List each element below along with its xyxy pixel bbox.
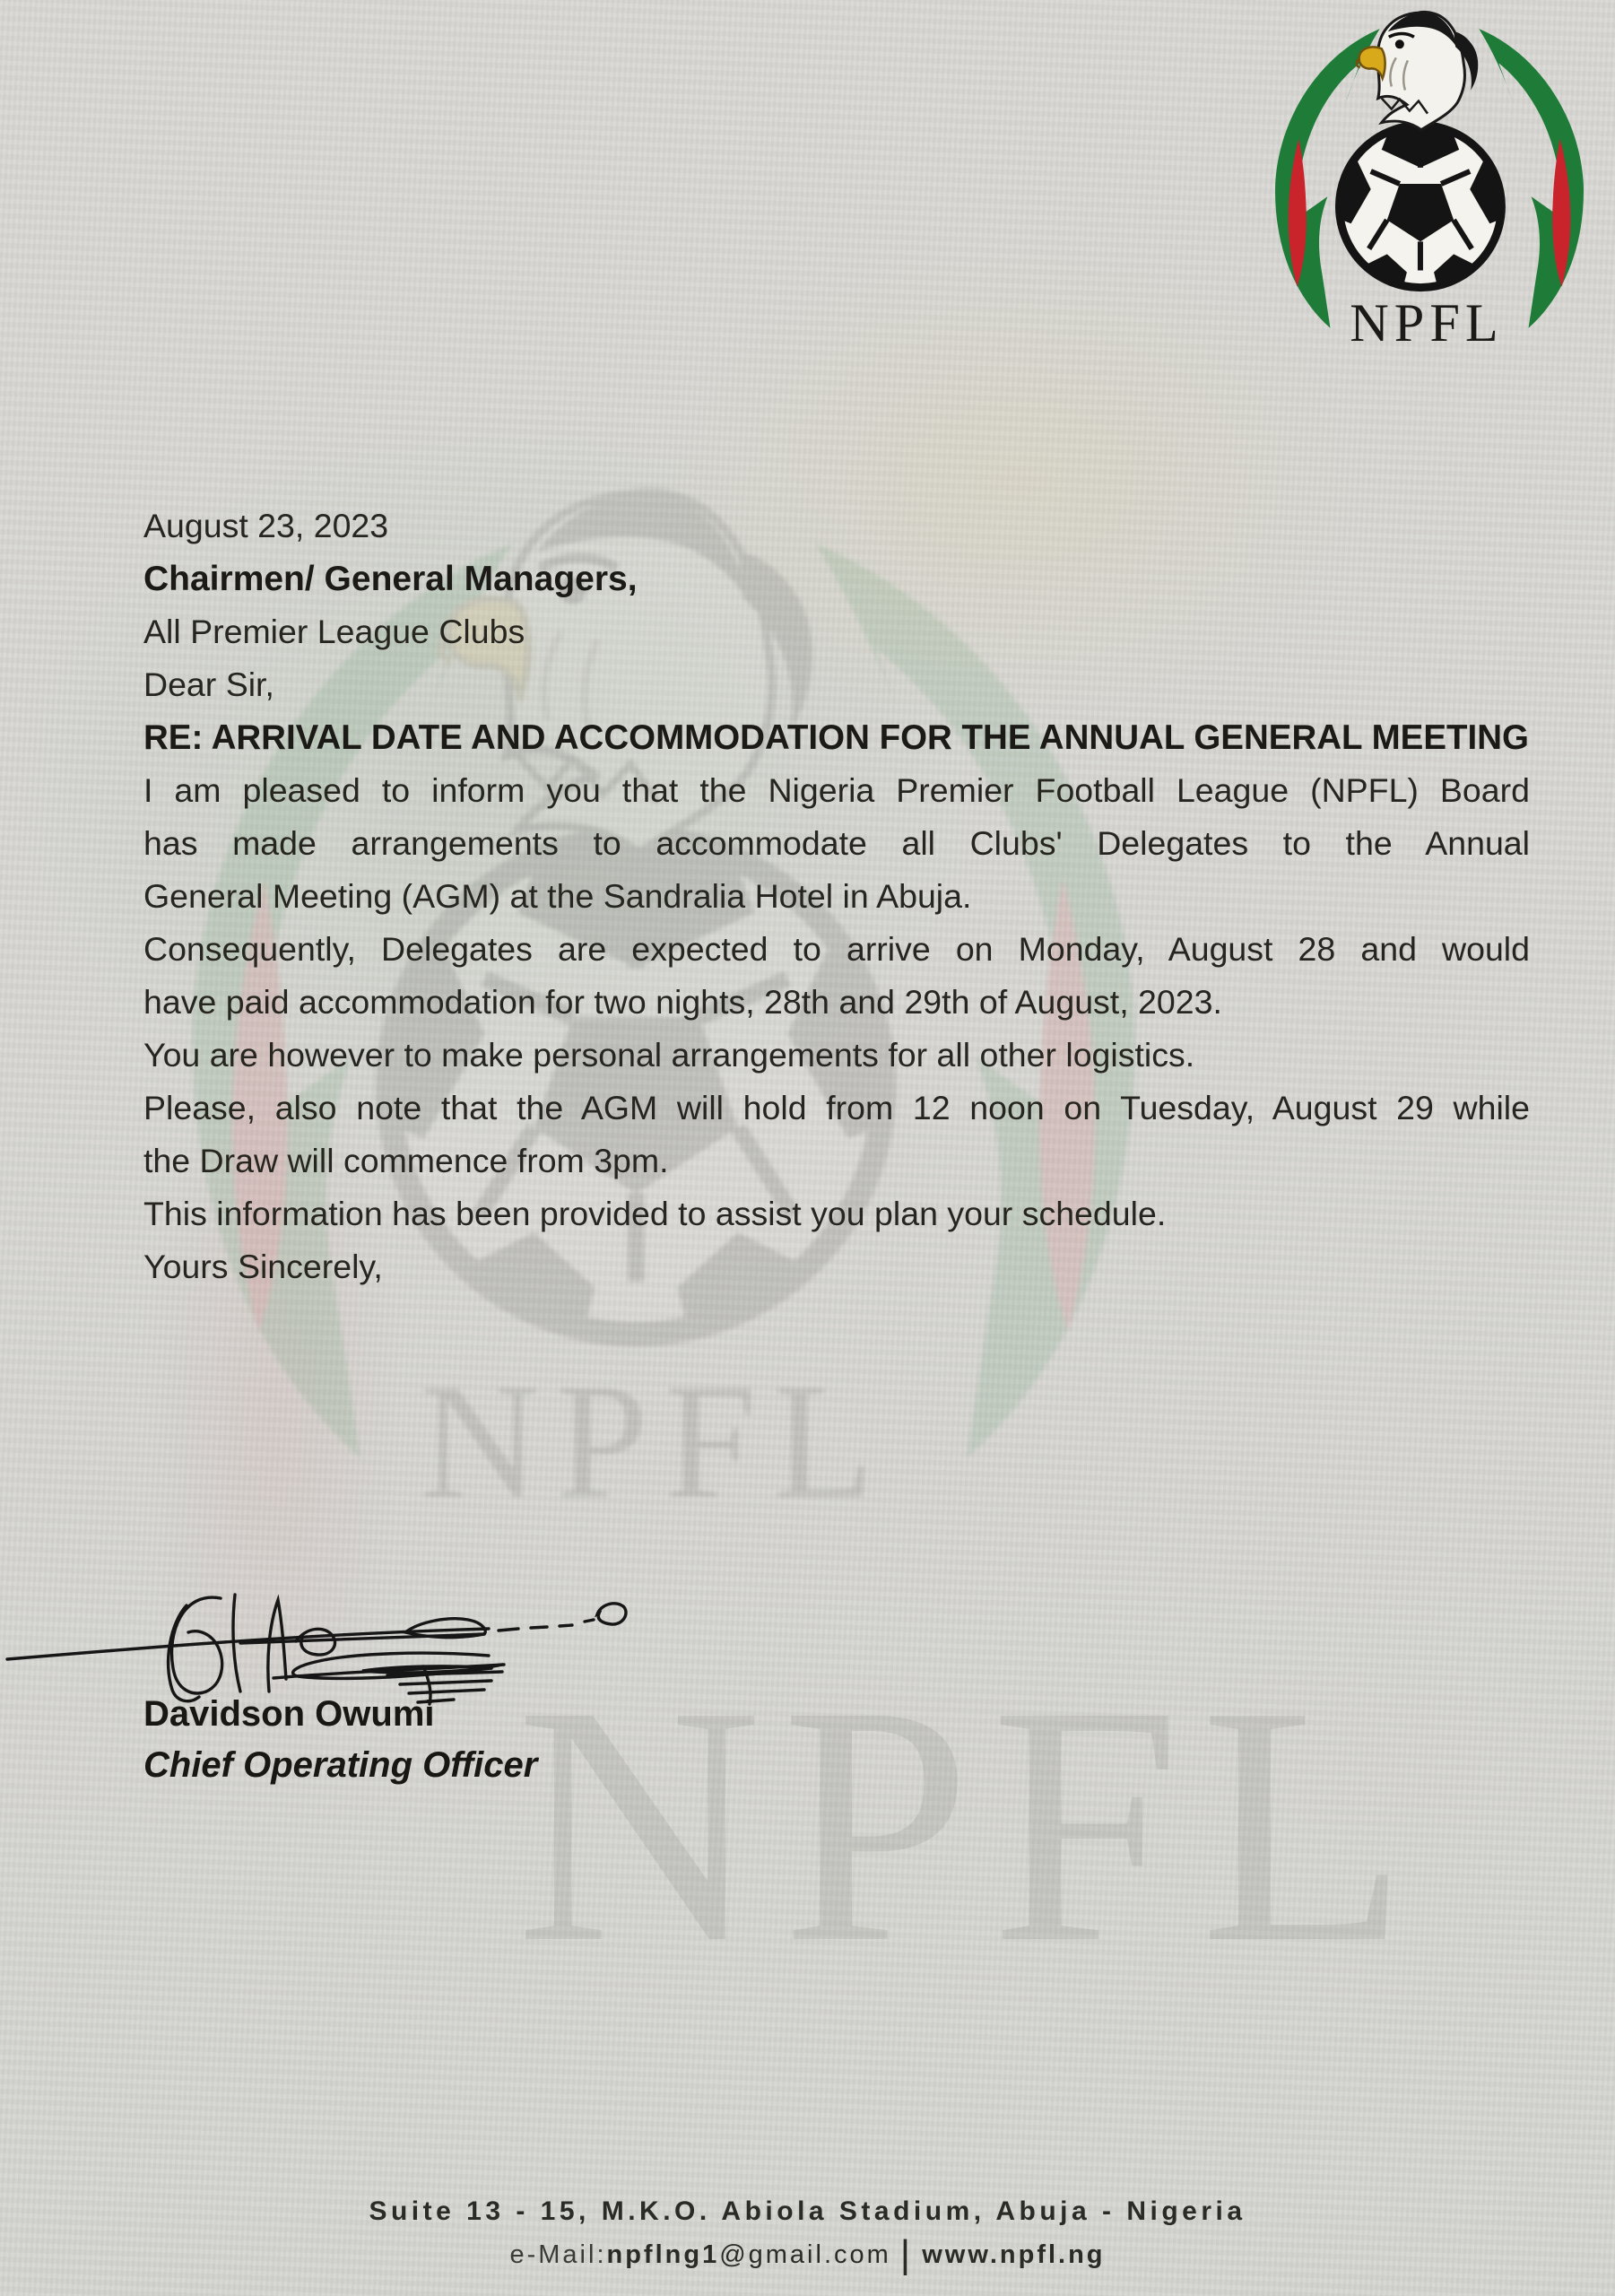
paragraph-line: General Meeting (AGM) at the Sandralia Hotel in Abuja. (143, 877, 972, 915)
salutation: Dear Sir, (143, 665, 274, 703)
recipient-org: All Premier League Clubs (143, 613, 525, 650)
paragraph-line: the Draw will commence from 3pm. (143, 1142, 669, 1179)
paragraph-line: has made arrangements to accommodate all Clubs' Delegates to the Annual (143, 824, 1530, 862)
email-label: e-Mail: (509, 2240, 607, 2269)
paragraph (143, 923, 1530, 1029)
paragraph (143, 1082, 1530, 1187)
soccer-ball (1324, 119, 1516, 301)
paragraph (143, 1187, 1530, 1240)
recipient-title: Chairmen/ General Managers, (143, 560, 638, 598)
paragraph-line: This information has been provided to assist you plan your schedule. (143, 1195, 1167, 1232)
eagle-icon (1357, 12, 1479, 129)
closing: Yours Sincerely, (143, 1248, 383, 1285)
separator-bar: | (899, 2232, 914, 2276)
letter-content (143, 500, 1530, 1293)
npfl-logo (1245, 4, 1614, 355)
paragraph-line: Please, also note that the AGM will hold from 12 noon on Tuesday, August 29 while (143, 1089, 1530, 1126)
paragraph-line: have paid accommodation for two nights, 28th and 29th of August, 2023. (143, 983, 1222, 1021)
website: www.npfl.ng (922, 2240, 1106, 2269)
email-user: npflng1 (606, 2240, 720, 2269)
footer (0, 2194, 1615, 2276)
footer-address: Suite 13 - 15, M.K.O. Abiola Stadium, Abuja - Nigeria (369, 2196, 1246, 2226)
email-domain: @gmail.com (719, 2240, 891, 2269)
logo-wordmark: NPFL (1350, 292, 1504, 353)
footer-contacts (0, 2232, 1615, 2276)
paragraph (143, 764, 1530, 923)
signatory-name: Davidson Owumi (143, 1694, 435, 1734)
watermark-text: NPFL (516, 1636, 1428, 2013)
paragraph (143, 1029, 1530, 1082)
signatory-title: Chief Operating Officer (143, 1745, 538, 1785)
paragraph-line: I am pleased to inform you that the Nigeria Premier Football League (NPFL) Board (143, 771, 1530, 809)
letter-date: August 23, 2023 (143, 507, 389, 544)
paragraph-line: You are however to make personal arrangements for all other logistics. (143, 1036, 1195, 1074)
paragraph-line: Consequently, Delegates are expected to arrive on Monday, August 28 and would (143, 930, 1530, 968)
body-paragraphs (143, 764, 1530, 1240)
subject-line: RE: ARRIVAL DATE AND ACCOMMODATION FOR THE ANNUAL GENERAL MEETING (143, 718, 1529, 757)
